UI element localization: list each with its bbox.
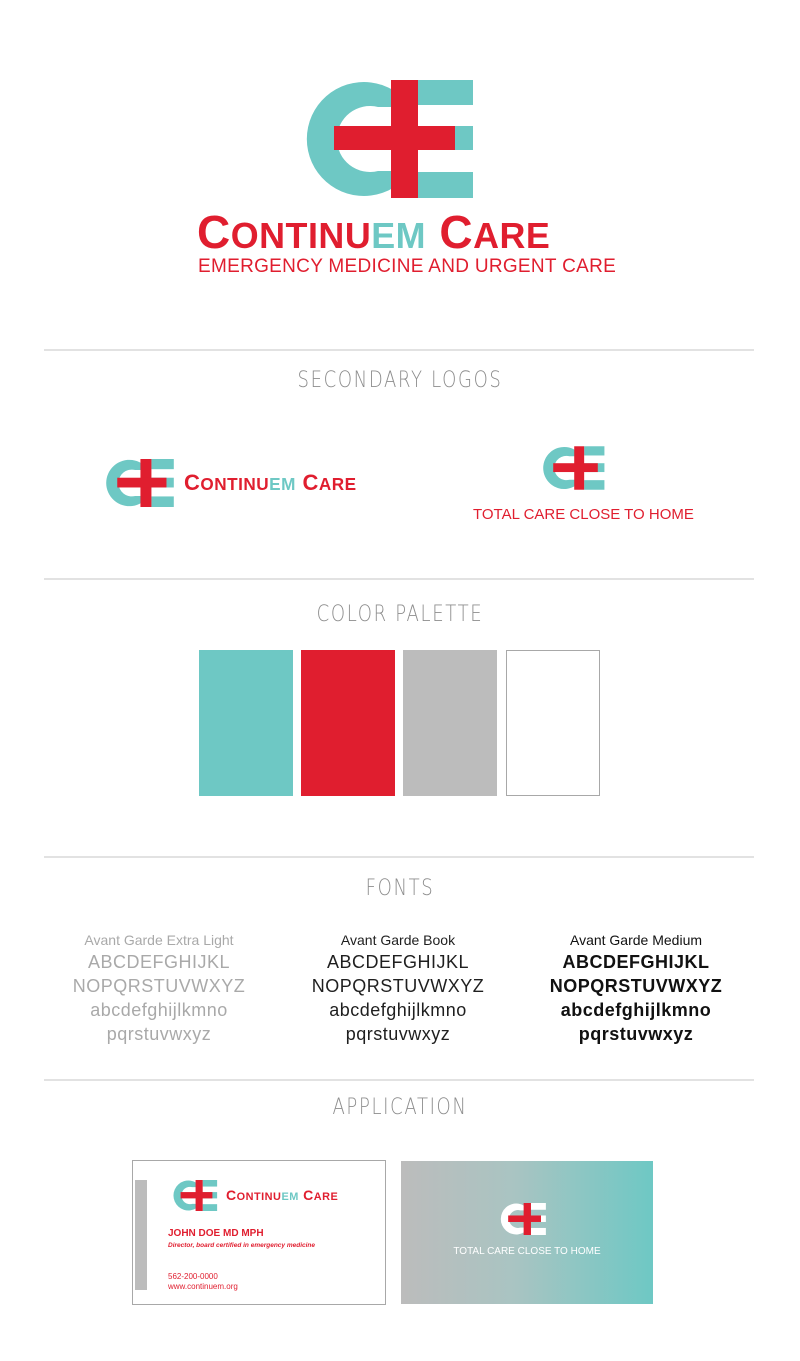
font-line: pqrstuvwxyz [345,1024,451,1044]
card-person-name: JOHN DOE MD MPH [168,1228,264,1239]
card-name-ontinu: ONTINU [236,1191,282,1203]
swatch-white [506,650,600,796]
card-name-em: EM [281,1191,299,1203]
card-logo-mark [169,1180,219,1211]
secondary-tagline: TOTAL CARE CLOSE TO HOME [473,506,694,523]
section-title-fonts: FONTS [365,876,435,901]
card-name-c1: C [226,1187,237,1203]
main-brand-name [197,206,550,262]
business-card-front [132,1160,386,1305]
secondary-logo-mark-horizontal [99,459,177,507]
section-title-application: APPLICATION [332,1095,468,1120]
main-brand-subtitle: EMERGENCY MEDICINE AND URGENT CARE [198,256,617,277]
swatch-teal [199,650,293,796]
secondary-name-c1: C [184,470,201,495]
font-line: ABCDEFGHIJKL [562,952,710,972]
card-name-are: ARE [313,1191,339,1203]
card-brand-name [226,1187,338,1205]
brand-name-c2: C [426,206,474,258]
card-back-logo-mark [496,1203,548,1235]
font-line: abcdefghijlkmno [329,1000,467,1020]
font-sample-extra-light [39,932,279,1046]
divider-4 [44,1079,754,1081]
brand-name-em: EM [371,216,427,256]
font-name: Avant Garde Book [340,932,456,948]
font-name: Avant Garde Extra Light [84,932,234,948]
card-side-stripe [135,1180,147,1290]
font-line: abcdefghijlkmno [90,1000,228,1020]
card-name-c2: C [298,1187,314,1203]
divider-1 [44,349,754,351]
font-sample-book [278,932,518,1046]
business-card-back [401,1161,653,1304]
brand-name-are: ARE [473,216,551,256]
section-title-secondary-logos: SECONDARY LOGOS [297,368,503,393]
divider-3 [44,856,754,858]
font-sample-medium [516,932,756,1046]
main-logo-mark [290,80,480,198]
swatch-red [301,650,395,796]
secondary-brand-name [184,470,357,497]
secondary-name-ontinu: ONTINU [200,474,270,494]
card-phone: 562-200-0000 [168,1272,218,1281]
font-line: pqrstuvwxyz [106,1024,212,1044]
secondary-name-c2: C [295,470,319,495]
font-line: ABCDEFGHIJKL [87,952,231,972]
font-line: NOPQRSTUVWXYZ [311,976,485,996]
secondary-name-are: ARE [318,474,357,494]
card-back-tagline: TOTAL CARE CLOSE TO HOME [453,1246,601,1257]
font-line: pqrstuvwxyz [578,1024,694,1044]
card-person-title: Director, board certified in emergency medicine [168,1242,316,1249]
secondary-logo-mark-stacked [537,446,607,490]
swatch-gray [403,650,497,796]
card-website: www.continuem.org [168,1282,238,1291]
brand-name-c1: C [197,206,231,258]
font-name: Avant Garde Medium [569,932,703,948]
section-title-color-palette: COLOR PALETTE [316,602,484,627]
secondary-name-em: EM [269,474,296,494]
font-line: abcdefghijlkmno [560,1000,712,1020]
font-line: ABCDEFGHIJKL [326,952,470,972]
font-line: NOPQRSTUVWXYZ [72,976,246,996]
brand-name-ontinu: ONTINU [230,216,372,256]
divider-2 [44,578,754,580]
font-line: NOPQRSTUVWXYZ [549,976,723,996]
